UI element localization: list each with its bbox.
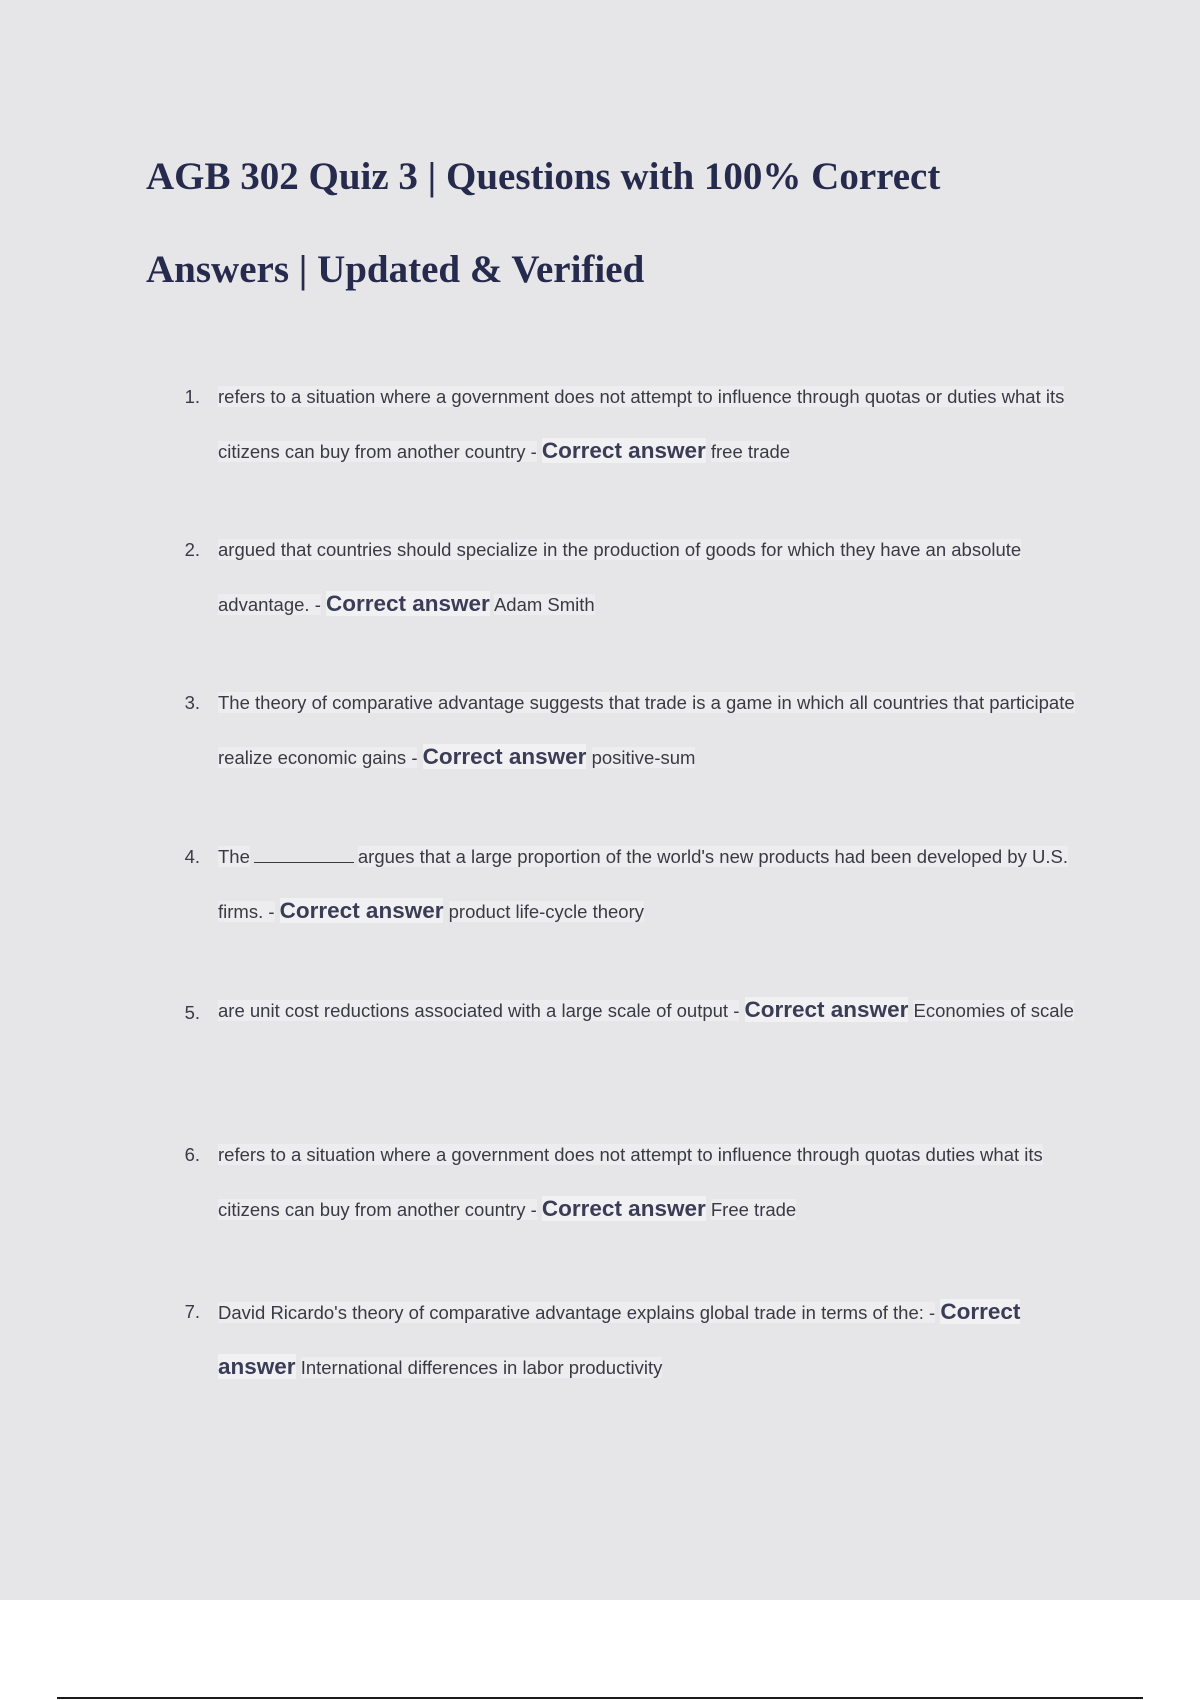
correct-answer-label: Correct answer [541, 438, 706, 463]
question-number: 5. [184, 1002, 200, 1023]
question-text-end: argues that a large proportion of the world's new products had been developed by U.S. firms. - [218, 846, 1068, 922]
answer-text: positive-sum [591, 747, 696, 768]
question-number: 3. [184, 692, 200, 713]
answer-text: Free trade [710, 1199, 797, 1220]
question-text: refers to a situation where a government does not attempt to influence through quotas or duties what its citizens can buy from another country - [218, 386, 1065, 462]
question-number: 1. [184, 386, 200, 407]
correct-answer-label: Correct answer [744, 997, 909, 1022]
question-number: 7. [184, 1301, 200, 1322]
question-text: David Ricardo's theory of comparative advantage explains global trade in terms of the: - [218, 1302, 936, 1323]
fill-in-blank [254, 848, 354, 863]
question-text: refers to a situation where a government does not attempt to influence through quotas duties what its citizens can buy from another country - [218, 1144, 1043, 1220]
answer-text: Economies of scale [913, 1000, 1074, 1021]
correct-answer-label: Correct answer [422, 744, 587, 769]
question-text-block [218, 676, 1078, 785]
correct-answer-label: Correct answer [326, 591, 490, 616]
answer-text: product life-cycle theory [448, 901, 644, 922]
question-text-block [218, 986, 1078, 1035]
question-text: argued that countries should specialize in the production of goods for which they have an absolute advantage. - [218, 539, 1022, 615]
footer-divider [57, 1697, 1143, 1699]
question-text-start: The [218, 846, 250, 867]
answer-text: free trade [710, 441, 791, 462]
question-text-block [218, 830, 1078, 939]
answer-text: Adam Smith [493, 594, 595, 615]
question-text-block [218, 1128, 1078, 1237]
correct-answer-label: Correct answer [218, 1299, 1021, 1379]
document-title: AGB 302 Quiz 3 | Questions with 100% Correct Answers | Updated & Verified [146, 155, 941, 291]
question-number: 6. [184, 1144, 200, 1165]
question-text-block [218, 1285, 1078, 1395]
answer-text: International differences in labor productivity [300, 1357, 663, 1378]
question-text: are unit cost reductions associated with a large scale of output - [218, 1000, 740, 1021]
correct-answer-label: Correct answer [279, 898, 444, 923]
question-text-block [218, 370, 1078, 479]
question-number: 2. [184, 539, 200, 560]
question-number: 4. [184, 846, 200, 867]
question-text-block [218, 523, 1078, 632]
correct-answer-label: Correct answer [541, 1196, 706, 1221]
question-text: The theory of comparative advantage suggests that trade is a game in which all countries that participate realize economic gains - [218, 692, 1075, 768]
